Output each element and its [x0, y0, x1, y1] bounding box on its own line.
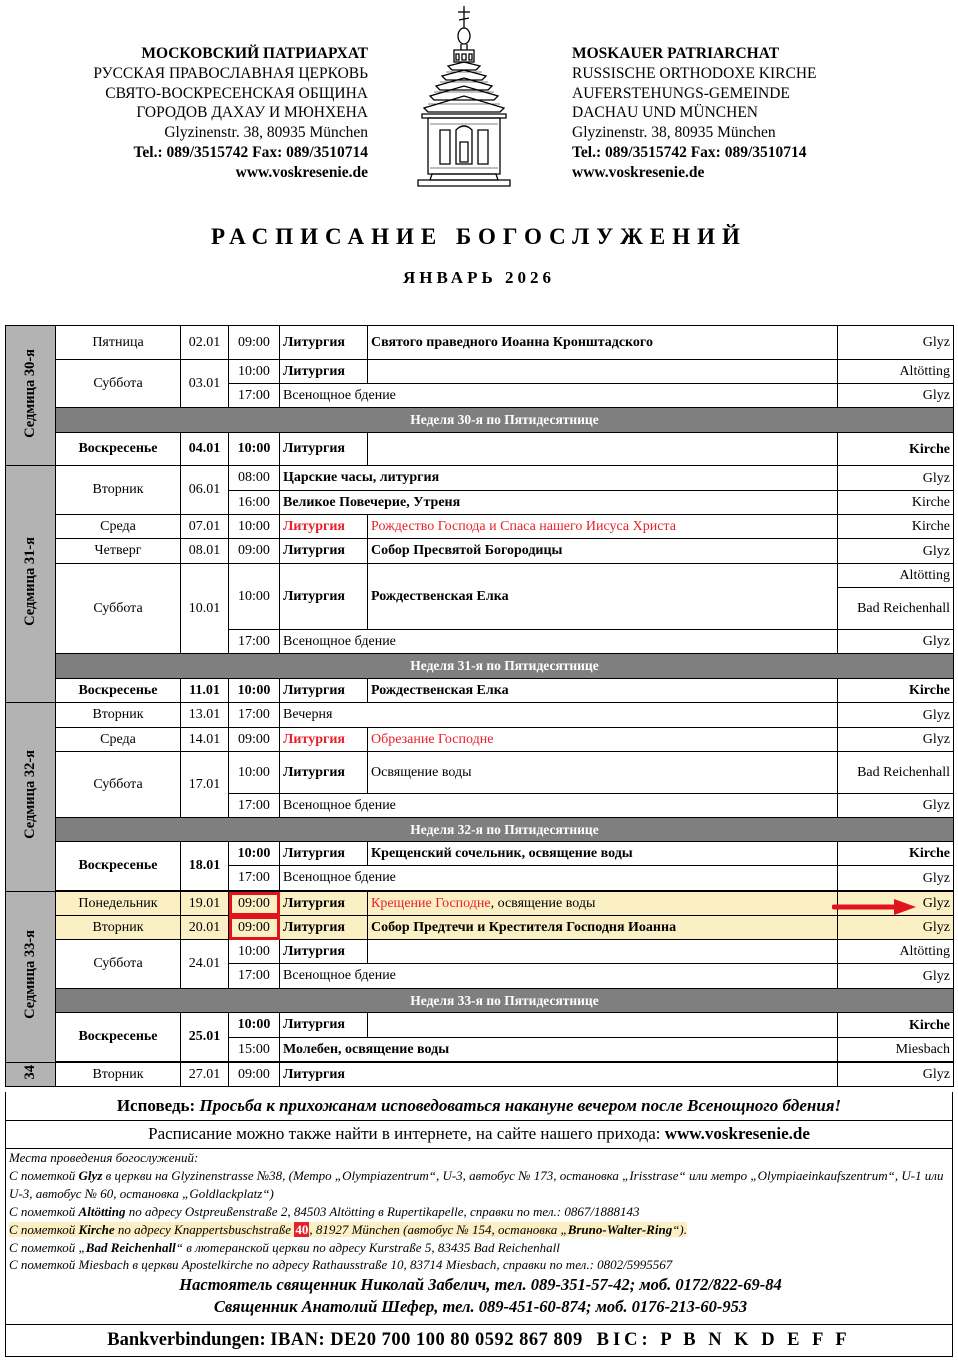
- service-cell: Литургия: [280, 1013, 368, 1038]
- header-line: Tel.: 089/3515742 Fax: 089/3510714: [572, 143, 807, 161]
- time-cell: 16:00: [229, 491, 280, 515]
- date-cell: 13.01: [181, 703, 229, 728]
- day-cell: Вторник: [56, 1063, 181, 1087]
- time-cell: 10:00: [229, 1013, 280, 1038]
- location-cell: Bad Reichenhall: [838, 588, 954, 630]
- location-cell: Kirche: [838, 1013, 954, 1038]
- priest-contact: Священник Анатолий Шефер, тел. 089-451-60-874; моб. 0176-213-60-953: [213, 1297, 748, 1317]
- location-cell: Glyz: [838, 326, 954, 360]
- place-kirche: С пометкой Kirche по адресу Knappertsbuschstraße 40, 81927 München (автобус № 154, остановка „Bruno-Walter-Ring“).: [9, 1221, 688, 1237]
- place-bad-reichenhall: С пометкой „Bad Reichenhall“ в лютеранской церкви по адресу Kurstraße 5, 83435 Bad Reichenhall: [9, 1239, 560, 1255]
- header-left: [20, 44, 368, 183]
- description-cell: Рождественская Елка: [368, 679, 838, 703]
- schedule-row: [6, 433, 954, 466]
- time-cell: 10:00: [229, 842, 280, 866]
- location-cell: Kirche: [838, 491, 954, 515]
- date-cell: 03.01: [181, 360, 229, 408]
- day-cell: Суббота: [56, 752, 181, 818]
- description-cell: Святого праведного Иоанна Кронштадского: [368, 326, 838, 360]
- location-cell: Glyz: [838, 728, 954, 752]
- schedule-row: [6, 539, 954, 564]
- time-cell: 10:00: [229, 515, 280, 539]
- service-cell: Литургия: [280, 752, 368, 794]
- header-line: www.voskresenie.de: [572, 163, 705, 181]
- schedule-row: [6, 360, 954, 384]
- week-label-cell: [6, 466, 56, 703]
- location-cell: Glyz: [838, 466, 954, 491]
- day-cell: Пятница: [56, 326, 181, 360]
- schedule-row: [6, 466, 954, 491]
- service-cell: Всенощное бдение: [280, 384, 838, 408]
- header-line: Tel.: 089/3515742 Fax: 089/3510714: [133, 143, 368, 161]
- header-line: www.voskresenie.de: [235, 163, 368, 181]
- place-miesbach: С пометкой Miesbach в церкви Apostelkirche по адресу Rathausstraße 10, 83714 Miesbach, справки по тел.: 0802/5995567: [9, 1257, 673, 1273]
- place-glyz: С пометкой Glyz в церкви на Glyzinenstrasse №38, (Метро „Olympiazentrum“, U-3, автобус № 173, остановка „Irisstrase“ или метро „Olympiaeinkaufszentrum“, U-1 или U-3, автобус № 60, остановка „Goldlackplatz“): [9, 1167, 944, 1201]
- time-cell: 09:00: [229, 1063, 280, 1087]
- location-cell: Glyz: [838, 866, 954, 891]
- week-label: Седмица 31-я: [22, 537, 38, 626]
- description-cell: Собор Предтечи и Крестителя Господня Иоанна: [368, 916, 838, 940]
- description-cell: [368, 940, 838, 964]
- description-cell: Обрезание Господне: [368, 728, 838, 752]
- service-cell: Литургия: [280, 892, 368, 916]
- day-cell: Вторник: [56, 466, 181, 515]
- header-line: RUSSISCHE ORTHODOXE KIRCHE: [572, 64, 817, 82]
- service-cell: Всенощное бдение: [280, 866, 838, 891]
- sunday-header: Неделя 31-я по Пятидесятнице: [56, 654, 954, 679]
- sunday-header-row: [6, 408, 954, 433]
- service-cell: Великое Повечерие, Утреня: [280, 491, 838, 515]
- date-cell: 07.01: [181, 515, 229, 539]
- time-cell: 09:00: [229, 728, 280, 752]
- location-cell: Kirche: [838, 842, 954, 866]
- time-cell: 17:00: [229, 794, 280, 818]
- service-cell: Всенощное бдение: [280, 964, 838, 989]
- schedule-row: [6, 940, 954, 964]
- time-cell: 15:00: [229, 1038, 280, 1062]
- day-cell: Суббота: [56, 564, 181, 654]
- location-cell: Altötting: [838, 940, 954, 964]
- service-cell: Литургия: [280, 940, 368, 964]
- arrow-right-icon: [832, 897, 918, 917]
- bank-label: Bankverbindungen:: [107, 1330, 266, 1350]
- service-cell: Вечерня: [280, 703, 838, 728]
- service-cell: Литургия: [280, 679, 368, 703]
- time-cell: 09:00: [229, 539, 280, 564]
- time-cell: 10:00: [229, 752, 280, 794]
- schedule-row: [6, 1063, 954, 1087]
- description-cell: [368, 360, 838, 384]
- date-cell: 04.01: [181, 433, 229, 466]
- week-label-cell: [6, 892, 56, 1063]
- day-cell: Воскресенье: [56, 433, 181, 466]
- feast-extra: , освящение воды: [490, 895, 596, 911]
- time-cell: 10:00: [229, 679, 280, 703]
- location-cell: Glyz: [838, 630, 954, 654]
- header-line: Glyzinenstr. 38, 80935 München: [572, 124, 776, 142]
- confession-note: [5, 1092, 953, 1121]
- header-line: AUFERSTEHUNGS-GEMEINDE: [572, 84, 790, 102]
- sunday-header: Неделя 32-я по Пятидесятнице: [56, 818, 954, 842]
- location-cell: Kirche: [838, 679, 954, 703]
- day-cell: Понедельник: [56, 892, 181, 916]
- time-cell: 17:00: [229, 964, 280, 989]
- time-cell: 08:00: [229, 466, 280, 491]
- header-line: МОСКОВСКИЙ ПАТРИАРХАТ: [141, 45, 368, 62]
- description-cell: Освящение воды: [368, 752, 838, 794]
- schedule-row: [6, 1013, 954, 1038]
- confession-label: Исповедь:: [116, 1096, 196, 1115]
- location-cell: Altötting: [838, 360, 954, 384]
- header-line: СВЯТО-ВОСКРЕСЕНСКАЯ ОБЩИНА: [105, 84, 368, 102]
- day-cell: Суббота: [56, 940, 181, 989]
- date-cell: 20.01: [181, 916, 229, 940]
- header-line: MOSKAUER PATRIARCHAT: [572, 45, 780, 62]
- schedule-row: [6, 728, 954, 752]
- website-note: [5, 1121, 953, 1149]
- date-cell: 08.01: [181, 539, 229, 564]
- schedule-row: [6, 326, 954, 360]
- time-cell: 09:00: [229, 326, 280, 360]
- date-cell: 17.01: [181, 752, 229, 818]
- bank-bic: BIC: P B N K D E F F: [596, 1330, 851, 1350]
- location-cell: Glyz: [838, 964, 954, 989]
- service-cell: Литургия: [280, 564, 368, 630]
- time-cell: 09:00: [229, 892, 280, 916]
- places-heading: Места проведения богослужений:: [9, 1150, 199, 1165]
- schedule-row: [6, 515, 954, 539]
- description-cell: Рождественская Елка: [368, 564, 838, 630]
- week-label-cell: [6, 1063, 56, 1087]
- header-line: Glyzinenstr. 38, 80935 München: [164, 124, 368, 142]
- service-cell: Литургия: [280, 1063, 838, 1087]
- location-cell: Kirche: [838, 515, 954, 539]
- description-cell: Рождество Господа и Спаса нашего Иисуса Христа: [368, 515, 838, 539]
- sunday-header: Неделя 30-я по Пятидесятнице: [56, 408, 954, 433]
- service-cell: Литургия: [280, 916, 368, 940]
- service-cell: Литургия: [280, 515, 368, 539]
- service-cell: Литургия: [280, 326, 368, 360]
- description-cell: Собор Пресвятой Богородицы: [368, 539, 838, 564]
- week-label: Седмица 30-я: [22, 348, 38, 438]
- location-cell: Glyz: [838, 916, 954, 940]
- service-cell: Всенощное бдение: [280, 794, 838, 818]
- day-cell: Среда: [56, 728, 181, 752]
- service-cell: Литургия: [280, 539, 368, 564]
- header-right: [572, 44, 942, 183]
- service-cell: Царские часы, литургия: [280, 466, 838, 491]
- bank-iban: IBAN: DE20 700 100 80 0592 867 809: [270, 1330, 583, 1350]
- date-cell: 25.01: [181, 1013, 229, 1062]
- sunday-header-row: [6, 989, 954, 1013]
- location-cell: Glyz: [838, 794, 954, 818]
- location-cell: Bad Reichenhall: [838, 752, 954, 794]
- header-line: DACHAU UND MÜNCHEN: [572, 104, 758, 122]
- location-cell: Miesbach: [838, 1038, 954, 1062]
- schedule-row: [6, 564, 954, 588]
- service-cell: Литургия: [280, 433, 368, 466]
- date-cell: 18.01: [181, 842, 229, 891]
- day-cell: Суббота: [56, 360, 181, 408]
- time-cell: 17:00: [229, 630, 280, 654]
- schedule-table: [5, 325, 954, 1087]
- time-cell: 09:00: [229, 916, 280, 940]
- schedule-row-highlighted: [6, 892, 954, 916]
- schedule-row: [6, 703, 954, 728]
- location-cell: Glyz: [838, 892, 954, 916]
- page-subtitle: ЯНВАРЬ 2026: [403, 268, 555, 287]
- website-link[interactable]: www.voskresenie.de: [664, 1124, 810, 1143]
- church-logo-icon: [410, 4, 518, 190]
- day-cell: Воскресенье: [56, 679, 181, 703]
- date-cell: 11.01: [181, 679, 229, 703]
- location-cell: Altötting: [838, 564, 954, 588]
- description-cell: [368, 892, 838, 916]
- time-cell: 10:00: [229, 940, 280, 964]
- places-section: [5, 1149, 953, 1325]
- time-cell: 17:00: [229, 866, 280, 891]
- sunday-header-row: [6, 818, 954, 842]
- schedule-row: [6, 842, 954, 866]
- day-cell: Среда: [56, 515, 181, 539]
- sunday-header: Неделя 33-я по Пятидесятнице: [56, 989, 954, 1013]
- week-label: Седмица 33-я: [22, 930, 38, 1019]
- description-cell: Крещенский сочельник, освящение воды: [368, 842, 838, 866]
- schedule-row-highlighted: [6, 916, 954, 940]
- date-cell: 19.01: [181, 892, 229, 916]
- time-cell: 17:00: [229, 703, 280, 728]
- day-cell: Воскресенье: [56, 842, 181, 891]
- day-cell: Четверг: [56, 539, 181, 564]
- day-cell: Вторник: [56, 703, 181, 728]
- confession-text: Просьба к прихожанам исповедоваться накануне вечером после Всенощного бдения!: [199, 1096, 842, 1115]
- day-cell: Воскресенье: [56, 1013, 181, 1062]
- time-cell: 10:00: [229, 360, 280, 384]
- week-label: 34: [22, 1064, 38, 1080]
- date-cell: 14.01: [181, 728, 229, 752]
- location-cell: Glyz: [838, 384, 954, 408]
- schedule-row: [6, 752, 954, 794]
- location-cell: Glyz: [838, 539, 954, 564]
- location-cell: Glyz: [838, 1063, 954, 1087]
- description-cell: [368, 1013, 838, 1038]
- pastor-contact: Настоятель священник Николай Забелич, тел. 089-351-57-42; моб. 0172/822-69-84: [179, 1275, 782, 1295]
- feast-name: Крещение Господне: [371, 895, 491, 911]
- week-label-cell: [6, 326, 56, 466]
- schedule-row: [6, 679, 954, 703]
- service-cell: Литургия: [280, 360, 368, 384]
- date-cell: 10.01: [181, 564, 229, 654]
- service-cell: Молебен, освящение воды: [280, 1038, 838, 1062]
- header-line: ГОРОДОВ ДАХАУ И МЮНХЕНА: [136, 104, 368, 122]
- date-cell: 06.01: [181, 466, 229, 515]
- location-cell: Kirche: [838, 433, 954, 466]
- service-cell: Литургия: [280, 842, 368, 866]
- service-cell: Всенощное бдение: [280, 630, 838, 654]
- sunday-header-row: [6, 654, 954, 679]
- website-text: Расписание можно также найти в интернете, на сайте нашего прихода:: [148, 1124, 661, 1143]
- bank-details: [5, 1325, 953, 1357]
- description-cell: [368, 433, 838, 466]
- date-cell: 24.01: [181, 940, 229, 989]
- week-label: Седмица 32-я: [22, 750, 38, 839]
- page-title: РАСПИСАНИЕ БОГОСЛУЖЕНИЙ: [211, 224, 747, 249]
- service-cell: Литургия: [280, 728, 368, 752]
- time-cell: 10:00: [229, 433, 280, 466]
- week-label-cell: [6, 703, 56, 892]
- time-cell: 10:00: [229, 564, 280, 630]
- date-cell: 02.01: [181, 326, 229, 360]
- header-line: РУССКАЯ ПРАВОСЛАВНАЯ ЦЕРКОВЬ: [93, 64, 368, 82]
- time-cell: 17:00: [229, 384, 280, 408]
- location-cell: Glyz: [838, 703, 954, 728]
- date-cell: 27.01: [181, 1063, 229, 1087]
- day-cell: Вторник: [56, 916, 181, 940]
- place-altoetting: С пометкой Altötting по адресу Ostpreußenstraße 2, 84503 Altötting в Rupertikapelle, справки по тел.: 0867/1888143: [9, 1203, 640, 1219]
